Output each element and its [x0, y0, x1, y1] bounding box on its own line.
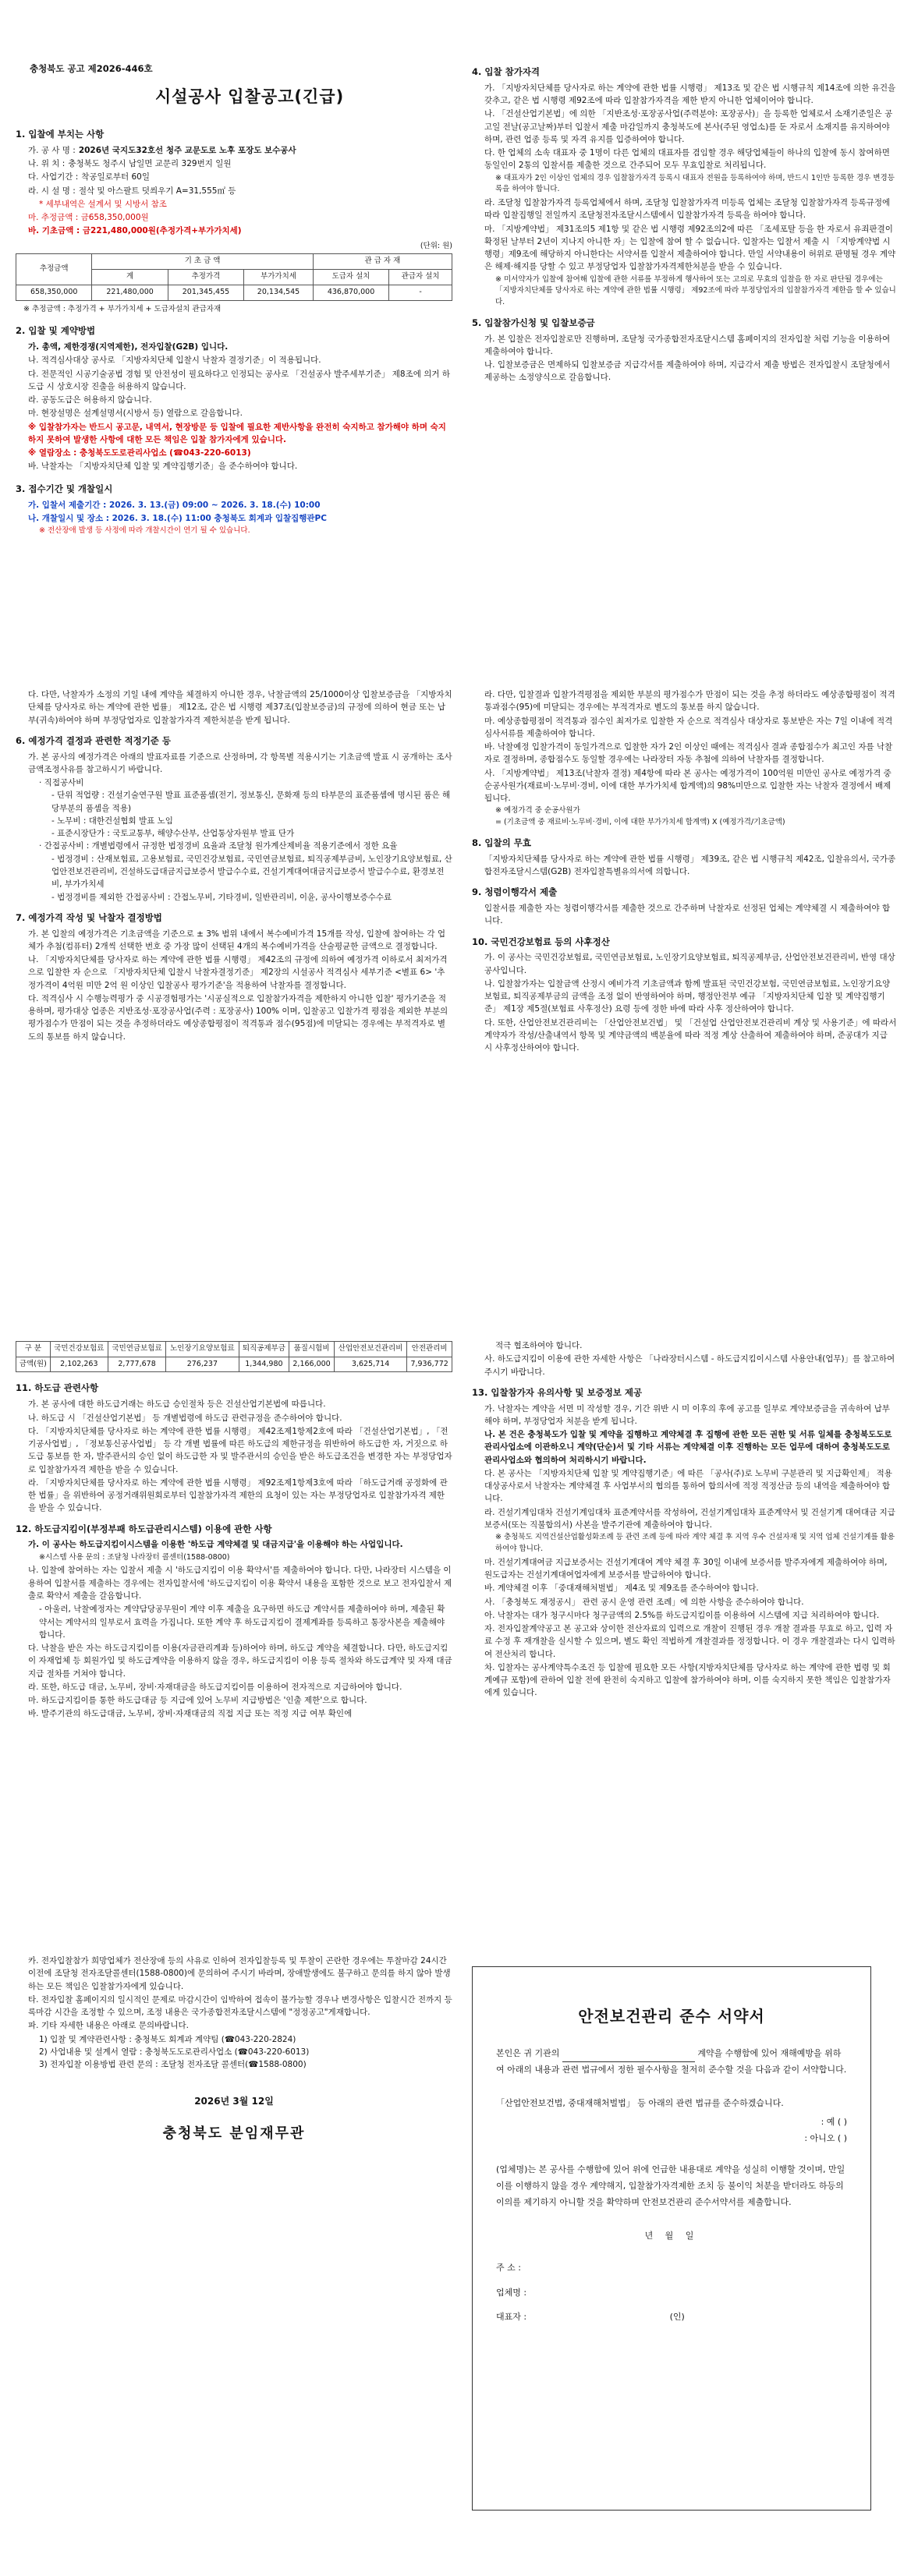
s10-item: 다. 또한, 산업안전보건관리비는 「산업안전보건법」 및 「건설업 산업안전보건관리비 계상 및 사용기준」에 따라서 계약자가 작성/산출내역서 항목 및 계약금액의 백분율에 따라 적정 계상 산출하여 제출하여야 하며, 준공대가 지급 시 사후정산하여야 합니다.	[484, 1017, 897, 1053]
s12-item: 다. 낙찰을 받은 자는 하도급지킴이를 이용(자금관리계좌 등)하여야 하며, 하도급 계약을 체결합니다. 다만, 하도급지킴이 자재업체 등 회원가입 및 하도급계약을 이용하지 않을 경우, 하도급지킴이 이용 등록 절차와 하도급계약 및 자재 대금 지급 절차를 거쳐야 합니다.	[28, 1644, 452, 1679]
pledge-intro	[496, 2046, 847, 2079]
page3-right-column	[472, 1339, 897, 1932]
s12-item: 가. 이 공사는 하도급지킴이시스템을 이용한 '하도급 계약체결 및 대금지급'을 이용해야 하는 사업입니다.	[28, 1540, 403, 1550]
p2r-note: ※ 예정가격 중 순공사원가	[495, 806, 580, 816]
s8-text: 「지방자치단체를 당사자로 하는 계약에 관한 법률 시행령」 제39조, 같은 법 시행규칙 제42조, 입찰유의서, 국가종합전자조달시스템(G2B) 전자입찰특별유의서에 의합니다.	[484, 854, 896, 876]
page-3	[0, 1339, 911, 1932]
section-13-heading: 13. 입찰참가자 유의사항 및 보증정보 제공	[472, 1386, 643, 1398]
s11-item: 다. 「지방자치단체를 당사자로 하는 계약에 관한 법률 시행령」 제42조제1항제2호에 따라 「건설산업기본법」, 「전기공사업법」, 「정보통신공사업법」 등 각 개별 법률에 따른 하도급의 제한규정을 위반하여 하도급한 자, 거짓으로 하도급 통보를 한 자, 발주관서의 승인 없이 하도급한 자 및 발주관서의 승인을 받은 하도급조건을 변경한 자는 부정당업자로 입찰참가자격 제한을 받을 수 있습니다.	[28, 1426, 452, 1474]
s6-item: - 노무비 : 대한건설협회 발표 노임	[51, 816, 173, 826]
s10-item: 가. 이 공사는 국민건강보험료, 국민연금보험료, 노인장기요양보험료, 퇴직공제부금, 산업안전보건관리비, 반영 대상 공사입니다.	[484, 953, 895, 975]
section-12-heading: 12. 하도급지킴이(부정부패 하도급관리시스템) 이용에 관한 사항	[16, 1523, 272, 1534]
page-1	[0, 0, 911, 671]
notice-number: 충청북도 공고 제2026-446호	[30, 63, 153, 74]
cell-quality: 2,166,000	[289, 1357, 335, 1372]
p2r-item: 라. 다만, 입찰결과 입찰가격평점을 제외한 부분의 평가점수가 만점이 되는 것을 추정 하더라도 예상종합평점이 적격통과점수(95)에 미달되는 경우에는 부적격자로 별도의 통보를 하지 않습니다.	[484, 690, 895, 713]
s13-item: 나. 본 건은 충청북도가 입찰 및 계약을 집행하고 계약체결 후 집행에 관한 모든 권한 및 서류 일체를 충청북도도로관리사업소에 이관하오니 계약(단순)서 및 기타 서류는 계약체결 이후 진행하는 모든 업무에 대하여 충청북도도로관리사업소와 협의하여 처리하시기 바랍니다.	[484, 1430, 892, 1465]
pledge-title: 안전보건관리 준수 서약서	[578, 2007, 765, 2026]
s2-item: 가. 총액, 제한경쟁(지역제한), 전자입찰(G2B) 입니다.	[28, 342, 229, 352]
section-7-heading: 7. 예정가격 작성 및 낙찰자 결정방법	[16, 911, 162, 923]
cell-safety-health: 3,625,714	[334, 1357, 406, 1372]
pledge-commitment: (업체명)는 본 공사를 수행함에 있어 위에 언급한 내용대로 계약을 성실히 이행할 것이며, 만일 이를 이행하지 않을 경우 계약해지, 입찰참가자격제한 조치 등 불이익 처분을 받더라도 하등의 이의를 제기하지 아니할 것을 확약하며 안전보건관리 준수서약서를 제출합니다.	[496, 2164, 845, 2207]
p4-item: 카. 전자입찰참가 희망업체가 전산장애 등의 사유로 인하여 전자입찰등록 및 투찰이 곤란한 경우에는 투찰마감 24시간 이전에 조달청 전자조달콜센터(1588-0800)에 문의하여 주시기 바라며, 장애발생에도 불구하고 문의를 하지 않아 발생하는 모든 책임은 입찰참가자에게 있습니다.	[28, 1956, 451, 1991]
s5-item: 나. 입찰보증금은 면제하되 입찰보증금 지급각서를 제출하여야 하며, 지급각서 제출 방법은 전자입찰시 조달청에서 제공하는 소정양식으로 갈음합니다.	[484, 360, 891, 383]
page2-right-column	[472, 688, 897, 1316]
s2-item: 다. 전문적인 시공기술공법 경험 및 안전성이 필요하다고 인정되는 공사로 「건설공사 발주세부기준」 제8조에 의거 하도급 시 상호시장 진출을 허용하지 않습니다.	[28, 369, 450, 391]
section-4-heading: 4. 입찰 참가자격	[472, 66, 541, 77]
section-1-heading: 1. 입찰에 부치는 사항	[16, 129, 105, 140]
pledge-address: 주 소 :	[496, 2263, 521, 2273]
s6-item: 가. 본 공사의 예정가격은 아래의 발표자료를 기준으로 산정하며, 각 항목별 적용시기는 기초금액 발표 시 공개하는 조사금액조정사유를 참고하시기 바랍니다.	[28, 752, 452, 774]
th-quality: 품질시험비	[289, 1342, 335, 1357]
th-estimate: 추정금액	[16, 254, 92, 285]
section-5-heading: 5. 입찰참가신청 및 입찰보증금	[472, 317, 595, 328]
p2r-item: 바. 낙찰예정 입찰가격이 동일가격으로 입찰한 자가 2인 이상인 때에는 적격심사 결과 종합점수가 최고인 자를 낙찰자로 결정하며, 종합점수도 동일할 경우에는 나라장터 자동 추첨에 의하여 낙찰자를 결정합니다.	[484, 742, 893, 765]
contract-name-blank[interactable]	[562, 2053, 695, 2062]
pledge-seal: (인)	[669, 2311, 685, 2322]
s2-viewing-place: ※ 열람장소 : 충청북도도로관리사업소 (☎043-220-6013)	[28, 448, 251, 458]
s1-row-location: 나. 위 치 : 충청북도 청주시 남일면 교문리 329번지 일원	[28, 159, 232, 169]
issuing-organization: 충청북도 분임재무관	[162, 2125, 306, 2142]
page1-left-column	[16, 123, 452, 669]
s2-item: 바. 낙찰자는 「지방자치단체 입찰 및 계약집행기준」을 준수하여야 합니다.	[28, 462, 298, 472]
pledge-no[interactable]: : 아니오 ( )	[804, 2132, 847, 2143]
s6-item: - 표준시장단가 : 국토교통부, 해양수산부, 산업통상자원부 발표 단가	[51, 829, 295, 839]
delay-note: ※ 전산장애 발생 등 사정에 따라 개찰시간이 연기 될 수 있습니다.	[39, 526, 250, 536]
insurance-table	[16, 1341, 452, 1372]
cell-health: 2,102,263	[50, 1357, 108, 1372]
contact-1: 1) 입찰 및 계약관련사항 : 충청북도 회계과 계약팀 (☎043-220-2824)	[39, 2034, 296, 2044]
s13-item: 다. 본 공사는 「지방자치단체 입찰 및 계약집행기준」에 따른 「공사(주)로 노무비 구분관리 및 지급확인제」 적용 대상공사로서 낙찰자는 계약체결 후 사업부서의 협의를 통하여 합의서에 적정 적정산금 등의 내역을 제출하여야 합니다.	[484, 1468, 892, 1504]
p4-item: 파. 기타 자세한 내용은 아래로 문의바랍니다.	[28, 2021, 189, 2031]
s13-item: 마. 건설기계대여금 지급보증서는 건설기계대여 계약 체결 후 30일 이내에 보증서를 발주자에게 제출하여야 하며, 원도급자는 건설기계대여업자에게 보증서를 발급하여야 합니다.	[484, 1557, 888, 1580]
p2r-note: = (기초금액 중 재료비·노무비·경비, 이에 대한 부가가치세 합계액) X (예정가격/기초금액)	[495, 818, 785, 827]
s12-continued: 적극 협조하여야 합니다.	[495, 1341, 583, 1350]
s12-item: 마. 하도급지킴이를 통한 하도급대금 등 지급에 있어 노무비 지급방법은 '인출 제한'으로 합니다.	[28, 1696, 367, 1706]
contact-2: 2) 사업내용 및 설계서 열람 : 충청북도도로관리사업소 (☎043-220-6013)	[39, 2047, 310, 2057]
s10-item: 나. 입찰참가자는 입찰금액 산정시 예비가격 기초금액과 함께 발표된 국민건강보험, 국민연금보험료, 노인장기요양보험료, 퇴직공제부금의 금액을 조정 없이 반영하여야 하며, 행정안전부 예규 「지방자치단체 입찰 및 계약집행기준」 제1장 제5절(보험료 사후정산) 요령 등에 정한 바에 따라 사후 정산하여야 합니다.	[484, 978, 891, 1014]
s4-item: 가. 「지방자치단체를 당사자로 하는 계약에 관한 법률 시행령」 제13조 및 같은 법 시행규칙 제14조에 의한 유건을 갖추고, 같은 법 시행령 제92조에 따라 입찰참가자격을 제한 받지 아니한 업체이어야 합니다.	[484, 83, 896, 106]
th-health: 국민건강보험료	[50, 1342, 108, 1357]
p2r-item: 사. 「지방계약법」 제13조(낙찰자 결정) 제4항에 따라 본 공사는 예정가격이 100억원 미만인 공사로 예정가격 중 순공사원가(재료비·노무비·경비, 이에 대한 부가가치세 합계액)의 98%미만으로 입찰한 자는 낙찰자 결정에서 배제됩니다.	[484, 768, 892, 804]
contact-3: 3) 전자입찰 이용방법 관련 문의 : 조달청 전자조달 콜센터(☎1588-0800)	[39, 2060, 307, 2070]
th-contractor: 도급자 설치	[313, 270, 388, 285]
p2r-item: 마. 예상종합평점이 적격통과 점수인 최저가로 입찰한 자 순으로 적격심사 대상자로 통보받은 자는 7일 이내에 적격심사서류를 제출하여야 합니다.	[484, 716, 893, 738]
s12-item: 사. 하도급지킴이 이용에 관한 자세한 사항은 「나라장터시스템 - 하도급지킴이시스템 사용안내(업무)」를 참고하여 주시기 바랍니다.	[484, 1354, 895, 1377]
th-supplied: 관 급 자 재	[313, 254, 452, 270]
th-est-price: 추정가격	[168, 270, 243, 285]
s12-item: - 아울러, 낙찰예정자는 계약담당공무원이 계약 이후 제출을 요구하면 하도급 계약서를 제출하여야 하며, 제출된 확약서는 계약서의 일부로서 효력을 가집니다. 또한 계약 후 하도급지킴이 결제계좌를 등록하고 통장사본을 제출해야 합니다.	[39, 1605, 445, 1640]
s13-item: 가. 낙찰자는 계약을 서면 미 작성할 경우, 기간 위반 시 미 이후의 후에 공고를 일부로 계약보증금을 귀속하여 납부해야 하며, 부정당업자 처분을 받게 됩니다.	[484, 1403, 890, 1426]
s13-item: 자. 전자입찰계약공고 본 공고와 상이한 전산자료의 입력으로 개찰이 진행된 경우 개찰 결과를 무효로 하고, 입력 자료 수정 후 재개찰을 실시할 수 있으며, 별도 확인 적법하게 개찰결과를 정정합니다. 이 경우 개찰결과는 다시 입력하여 전산처리 합니다.	[484, 1624, 895, 1659]
amount-table	[16, 253, 452, 300]
s2-item: 라. 공동도급은 허용하지 않습니다.	[28, 395, 152, 405]
section-9-heading: 9. 청렴이행각서 제출	[472, 886, 558, 898]
s12-item: 바. 발주기관의 하도급대금, 노무비, 장비·자재대금의 직접 지급 또는 적정 지급 여부 확인에	[28, 1709, 353, 1719]
s4-item: 마. 「지방계약법」 제31조의5 제1항 및 같은 법 시행령 제92조의2에 따른 「조세포탈 등을 한 자로서 유죄판결이 확정된 날부터 2년이 지나지 아니한 자」는 입찰에 참여 할 수 없습니다. 입찰자는 입찰서 제출 시 「지방계약법 시행령」제9조에 해당하지 아니한다는 서약서를 입찰서 제출하여야 합니다. 만일 서약내용이 허위로 판명될 경우 계약은 해제·해지를 당할 수 있고 부정당업자 입찰참가자격제한처분을 받을 수 있습니다.	[484, 224, 896, 272]
notice-date: 2026년 3월 12일	[194, 2096, 274, 2107]
p4-item: 타. 전자입찰 홈페이지의 일시적인 문제로 마감시간이 임박하여 접속이 불가능할 경우나 변경사항은 입찰시간 전까지 등록마감 시간을 조정할 수 있으며, 조정 내용은 국가종합전자조달시스템에 "정정공고"게재합니다.	[28, 1994, 452, 2018]
s6-item: - 법정경비 : 산재보험료, 고용보험료, 국민건강보험료, 국민연금보험료, 퇴직공제부금비, 노인장기요양보험료, 산업안전보건관리비, 건설하도급대금지급보증서 발급수수료, 건설기계대여대금지급보증서 발급수수료, 환경보전비, 부가가치세	[51, 854, 452, 890]
s6-item: - 법정경비를 제외한 간접공사비 : 간접노무비, 기타경비, 일반관리비, 이윤, 공사이행보증수수료	[51, 892, 392, 902]
s4-item: 라. 조달청 입찰참가자격 등록업체에서 하며, 조달청 입찰참가자격 미등록 업체는 조달청 입찰참가자격 등록규정에 따라 입찰집행일 전일까지 조달청전자조달시스템에서 입찰참가자격 등록을 하여야 합니다.	[484, 198, 891, 221]
th-safety-health: 산업안전보건관리비	[334, 1342, 406, 1357]
s12-note: ※시스템 사용 문의 : 조달청 나라장터 콜센터(1588-0800)	[39, 1552, 230, 1562]
s6-item: · 간접공사비 : 개별법령에서 규정한 법정경비 요율과 조달청 원가계산제비율 적용기준에서 정한 요율	[39, 841, 398, 851]
s6-item: · 직접공사비	[39, 778, 84, 788]
page-2	[0, 688, 911, 1316]
s4-item: 다. 한 업체의 소속 대표자 중 1명이 다른 업체의 대표자를 겸임할 경우 해당업체들이 하나의 입찰에 동시 참여하면 동일인이 2통의 입찰서를 제출한 것으로 간주되어 모두 무효입찰로 처리됩니다.	[484, 148, 890, 171]
pledge-intro-b: 계약을 수행함에 있어 재해예방을 위하여 아래의 내용과 관련 법규에서 정한 필수사항을 철저히 준수할 것을 다음과 같이 서약합니다.	[496, 2048, 847, 2075]
detail-note: * 세부내역은 설계서 및 시방서 참조	[39, 199, 167, 209]
page1-right-column	[472, 61, 897, 669]
cell-contractor: 436,870,000	[313, 285, 388, 300]
s1-row-name: 가. 공 사 명 : 2026년 국지도32호선 청주 교문도로 노후 포장도 보수공사	[28, 145, 296, 155]
section-3-heading: 3. 접수기간 및 개찰일시	[16, 483, 113, 494]
s13-note: ※ 충청북도 지역건설산업활성화조례 등 관련 조례 등에 따라 계약 체결 후 지역 우수 건설자재 및 지역 업체 건설기계를 활용하여야 합니다.	[495, 1533, 895, 1553]
th-category: 구 분	[16, 1342, 51, 1357]
base-amount: 바. 기초금액 : 금221,480,000원(추정가격+부가가치세)	[28, 226, 242, 236]
submission-period: 가. 입찰서 제출기간 : 2026. 3. 13.(금) 09:00 ~ 2026. 3. 18.(수) 10:00	[28, 500, 321, 510]
th-government: 관급자 설치	[389, 270, 452, 285]
s2-item: 나. 적격심사대상 공사로 「지방자치단체 입찰시 낙찰자 결정기준」이 적용됩니다.	[28, 356, 321, 366]
cell-safety: 7,936,772	[407, 1357, 452, 1372]
s5-item: 가. 본 입찰은 전자입찰로만 진행하며, 조달청 국가종합전자조달시스템 홈페이지의 전자입찰 처럼 기능을 이용하여 제출하여야 합니다.	[484, 334, 891, 356]
s1-row-period: 다. 사업기간 : 착공일로부터 60일	[28, 172, 150, 182]
section-8-heading: 8. 입찰의 무효	[472, 837, 531, 848]
cell-pension: 2,777,678	[108, 1357, 165, 1372]
th-longterm: 노인장기요양보험료	[166, 1342, 239, 1357]
th-total: 계	[92, 270, 168, 285]
section-10-heading: 10. 국민건강보험료 등의 사후정산	[472, 936, 610, 947]
section-11-heading: 11. 하도급 관련사항	[16, 1382, 99, 1394]
s7-item: 다. 적격심사 시 수행능력평가 중 시공경험평가는 '시공실적으로 입찰참가자격을 제한하지 아니한 입찰' 평가기준을 적용하며, 평가대상 업종은 지반조성·포장공사업(주력 : 포장공사) 100% 이며, 입찰공고 입찰가격 평점을 제외한 부분의 평가점수가 만점이 되는 것을 추정하더라도 예상종합평점이 적격통과 점수(95점)에 미달되는 경우에는 부적격자로 별도의 통보를 하지 않습니다.	[28, 993, 448, 1042]
cell-amount-label: 금액(원)	[16, 1357, 51, 1372]
s13-item: 차. 입찰자는 공사계약특수조건 등 입찰에 필요한 모든 사항(지방자치단체를 당사자로 하는 계약에 관한 법령 및 회계예규 포함)에 관하여 입찰 전에 완전히 숙지하고 입찰에 참가하여야 하며, 이를 숙지하지 못한 책임은 입찰참가자에게 있습니다.	[484, 1662, 891, 1698]
s9-text: 입찰서를 제출한 자는 청렴이행각서를 제출한 것으로 간주하며 낙찰자로 선정된 업체는 계약체결 시 제출하여야 합니다.	[484, 903, 891, 926]
safety-pledge-form	[472, 1966, 871, 2511]
cell-est-price: 201,345,455	[168, 285, 243, 300]
cell-total: 221,480,000	[92, 285, 168, 300]
s13-item: 라. 건설기계임대차 건설기계임대차 표준계약서를 작성하여, 건설기계임대차 표준계약서 및 건설기계 대여대금 지급 보증서(또는 직불합의서) 사본을 발주기관에 제출하여야 합니다.	[484, 1507, 895, 1530]
pledge-company: 업체명 :	[496, 2287, 527, 2298]
s11-item: 가. 본 공사에 대한 하도급거래는 하도급 승인절차 등은 건설산업기본법에 따릅니다.	[28, 1399, 326, 1410]
s4-item: 나. 「건설산업기본법」에 의한 「지반조성·포장공사업(주력분야: 포장공사)」을 등록한 업체로서 소재기준일은 공고일 전날(공고날짜)부터 입찰서 제출 마감일까지 충청북도에 본사(주된 영업소)를 둔 자로서 소재지를 유지하여야 하며, 관련 업종 등록 및 자격 유지를 입증하여야 합니다.	[484, 109, 893, 144]
th-vat: 부가가치세	[244, 270, 314, 285]
s6-item: - 단위 적업량 : 건설기술연구원 발표 표준품셈(전기, 정보통신, 문화재 등의 타부문의 표준품셈에 명시된 품은 해당부분의 품셈을 적용)	[51, 791, 451, 813]
page3-left-column	[16, 1339, 452, 1932]
page2-left-column	[16, 688, 452, 1316]
pledge-date: 년 월 일	[644, 2231, 699, 2242]
s11-item: 라. 「지방자치단체를 당사자로 하는 계약에 관한 법률 시행령」 제92조제1항제3호에 따라 「하도급거래 공정화에 관한 법률」을 위반하여 공정거래위원회로부터 입찰참가자격 제한의 요청이 있는 자는 부정당업자로 입찰참가자격 제한을 받을 수 있습니다.	[28, 1477, 448, 1513]
cell-government: -	[389, 285, 452, 300]
unit-label: (단위: 원)	[420, 241, 452, 250]
s4-note: ※ 미서약자가 입찰에 참여해 입찰에 관한 서류를 부정하게 행사하여 또는 고의로 무효의 입찰을 한 자로 판단될 경우에는 「지방자치단체를 당사자로 하는 계약에 관한 법률 시행령」 제92조에 따라 부정당업자의 입찰참가자격 제한을 할 수 있습니다.	[495, 274, 896, 307]
p2-item: 다. 다만, 낙찰자가 소정의 기일 내에 계약을 체결하지 아니한 경우, 낙찰금액의 25/1000이상 입찰보증금을 「지방자치단체를 당사자로 하는 계약에 관한 법률」 제12조, 같은 법 시행령 제37조(입찰보증금)의 규정에 의하여 현금 또는 납부(귀속)하여야 하며 부정당업자로 입찰참가자격 제한처분을 받게 됩니다.	[28, 690, 452, 725]
s4-note: ※ 대표자가 2인 이상인 업체의 경우 입찰참가자격 등록시 대표자 전원을 등록하여야 하며, 반드시 1인만 등록한 경우 변경등록을 하여야 합니다.	[495, 173, 895, 194]
cell-retirement: 1,344,980	[239, 1357, 289, 1372]
s12-item: 나. 입찰에 참여하는 자는 입찰서 제출 시 '하도급지킴이 이용 확약서'를 제출하여야 합니다. 다만, 나라장터 시스템을 이용하여 입찰서를 제출하는 경우에는 전자입찰서에 '하도급지킴이 이용 확약서 내용을 포함한 것으로 보고 전자입찰서 제출로 확약서 제출을 갈음합니다.	[28, 1566, 452, 1601]
th-safety: 안전관리비	[407, 1342, 452, 1357]
section-2-heading: 2. 입찰 및 계약방법	[16, 325, 96, 337]
page4-left-column	[16, 1954, 452, 2576]
pledge-intro-a: 본인은 귀 기관의	[496, 2048, 560, 2058]
cell-longterm: 276,237	[166, 1357, 239, 1372]
cell-vat: 20,134,545	[244, 285, 314, 300]
s1-row-facility: 라. 시 설 명 : 절삭 및 아스팔트 덧씌우기 A=31,555㎡ 등	[28, 186, 236, 196]
s2-item: 마. 현장설명은 설계설명서(시방서 등) 열람으로 갈음합니다.	[28, 409, 243, 419]
s12-item: 라. 또한, 하도급 대금, 노무비, 장비·자재대금을 하도급지킴이를 이용하여 전자적으로 지급하여야 합니다.	[28, 1682, 402, 1692]
th-base: 기 초 금 액	[92, 254, 313, 270]
cell-estimate: 658,350,000	[16, 285, 92, 300]
pledge-yes[interactable]: : 예 ( )	[821, 2116, 847, 2127]
s13-item: 아. 낙찰자는 대가 청구시마다 청구금액의 2.5%를 하도급지킴이를 이용하여 시스템에 지급 처리하여야 합니다.	[484, 1610, 880, 1620]
page-title: 시설공사 입찰공고(긴급)	[154, 87, 345, 106]
s13-item: 바. 계약체결 이후 「중대재해처벌법」 제4조 및 제9조를 준수하여야 합니다.	[484, 1583, 759, 1594]
th-retirement: 퇴직공제부금	[239, 1342, 289, 1357]
pledge-ceo-label: 대표자 :	[496, 2311, 527, 2322]
section-6-heading: 6. 예정가격 결정과 관련한 적정기준 등	[16, 734, 172, 746]
formula-note: ※ 추정금액 : 추정가격 + 부가가치세 + 도급자설치 관급자재	[23, 304, 222, 313]
pledge-law: 「산업안전보건법, 중대재해처벌법」 등 아래의 관련 법규를 준수하겠습니다.	[496, 2097, 784, 2108]
s2-warning: ※ 입찰참가자는 반드시 공고문, 내역서, 현장방문 등 입찰에 필요한 제반사항을 완전히 숙지하고 참가해야 하며 숙지하지 못하여 발생한 사항에 대한 모든 책임은 입찰 참가자에게 있습니다.	[28, 422, 446, 444]
s7-item: 나. 「지방자치단체를 당사자로 하는 계약에 관한 법률 시행령」 제42조의 규정에 의하여 예정가격 이하로서 최저가격으로 입찰한 자 순으로 「지방자치단체 입찰시 낙찰자결정기준」 제2장의 시설공사 적격심사 세부기준 <별표 6> '추정가격이 4억원 미만 2억 원 이상인 입찰공사 평가기준'을 적용하여 낙찰자를 결정합니다.	[28, 955, 448, 990]
pledge-ceo	[496, 2310, 847, 2323]
s7-item: 가. 본 입찰의 예정가격은 기초금액을 기준으로 ± 3% 범위 내에서 복수예비가격 15개를 작성, 입찰에 참여하는 각 업체가 추첨(컴퓨터) 2개씩 선택한 번호 중 가장 많이 선택된 4개의 복수예비가격을 산술평균한 금액으로 결정합니다.	[28, 929, 446, 951]
opening-time: 나. 개찰일시 및 장소 : 2026. 3. 18.(수) 11:00 충청북도 회계과 입찰집행관PC	[28, 513, 327, 523]
s13-item: 사. 「충청북도 재정공시」 관련 공시 운영 관련 조례」에 의한 사항을 준수하여야 합니다.	[484, 1597, 804, 1607]
estimated-amount: 마. 추정금액 : 금658,350,000원	[28, 213, 149, 223]
th-pension: 국민연금보험료	[108, 1342, 165, 1357]
s11-item: 나. 하도급 시 「건설산업기본법」 등 개별법령에 하도급 관련규정을 준수하여야 합니다.	[28, 1413, 342, 1423]
